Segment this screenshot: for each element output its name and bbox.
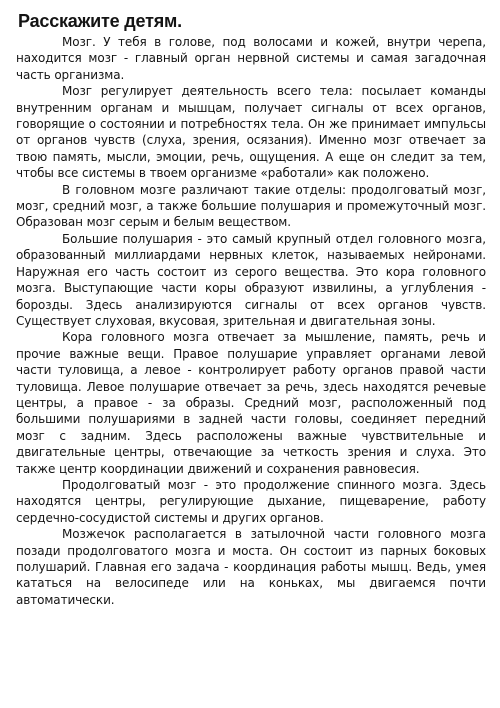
paragraph-brain-intro: Мозг. У тебя в голове, под волосами и кожей, внутри черепа, находится мозг - главный орган нервной системы и самая загадочная часть организма. [16,35,486,82]
paragraph-cerebellum: Мозжечок располагается в затылочной части головного мозга позади продолговатого мозга и моста. Он состоит из парных боковых полушарий. Главная его задача - координация работы мышц. Ведь, умея кататься на велосипеде или на коньках, мы двигаемся почти автоматически. [16,527,486,607]
paragraph-brain-functions: Мозг регулирует деятельность всего тела: посылает команды внутренним органам и мышцам, получает сигналы от всех органов, говорящие о состоянии и потребностях тела. Он же принимает импульсы от органов чувств (слуха, зрения, осязания). Именно мозг отвечает за твою память, мысли, эмоции, речь, ощущения. А еще он следит за тем, чтобы все системы в твоем организме «работали» как положено. [16,84,486,181]
paragraph-hemispheres: Большие полушария - это самый крупный отдел головного мозга, образованный миллиардами нервных клеток, называемых нейронами. Наружная его часть состоит из серого вещества. Это кора головного мозга. Выступающие части коры образуют извилины, а углубления - борозды. Здесь анализируются сигналы от всех органов чувств. Существует слуховая, вкусовая, зрительная и двигательная зоны. [16,231,486,328]
document-page [16,10,486,608]
paragraph-brain-parts: В головном мозге различают такие отделы: продолговатый мозг, мозг, средний мозг, а также большие полушария и промежуточный мозг. Образован мозг серым и белым веществом. [16,182,486,230]
document-title: Расскажите детям. [18,11,182,31]
paragraph-cortex: Кора головного мозга отвечает за мышление, память, речь и прочие важные вещи. Правое полушарие управляет органами левой части туловища, а левое - контролирует работу органов правой части туловища. Левое полушарие отвечает за речь, здесь находятся речевые центры, а правое - за образы. Средний мозг, расположенный под большими полушариями в задней части головы, соединяет передний мозг с задним. Здесь расположены важные чувствительные и двигательные центры, отвечающие за четкость зрения и слуха. Это также центр координации движений и сохранения равновесия. [16,330,486,476]
paragraph-medulla: Продолговатый мозг - это продолжение спинного мозга. Здесь находятся центры, регулирующие дыхание, пищеварение, работу сердечно-сосудистой системы и других органов. [16,477,486,525]
